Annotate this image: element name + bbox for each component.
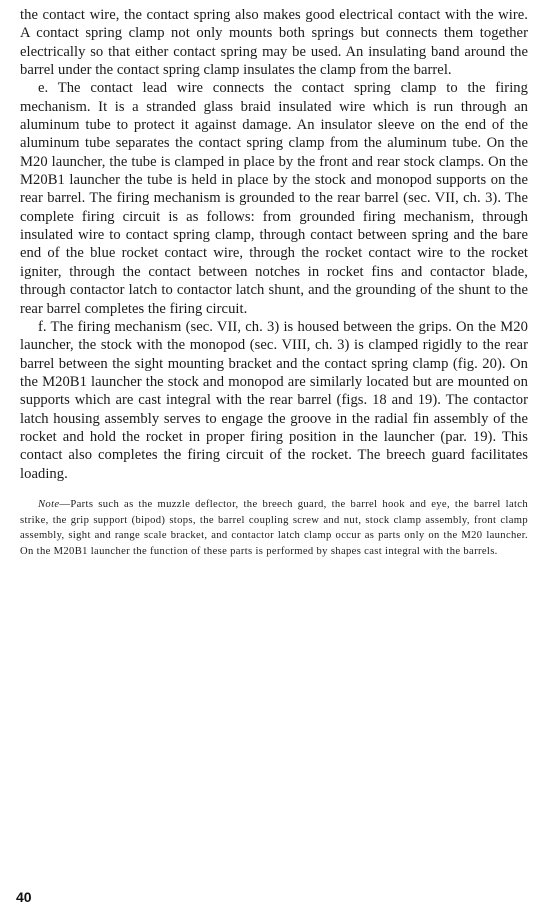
note-text: —Parts such as the muzzle deflector, the breech guard, the barrel hook and eye, the barrel latch strike, the grip support (bipod) stops, the barrel coupling screw and nut, stock clamp assembly, front clamp assembly, sight and range scale bracket, and contactor latch clamp occur as parts only on the M20 launcher. On the M20B1 launcher the function of these parts is performed by shapes cast integral with the barrels. [20,498,528,557]
page-number: 40 [16,889,32,905]
note-paragraph [20,497,528,559]
paragraph-continued: the contact wire, the contact spring also makes good electrical contact with the wire. A contact spring clamp not only mounts both springs but connects them together electrically so that either contact spring may be used. An insulating band around the barrel under the contact spring clamp insulates the clamp from the barrel. [20,7,528,79]
paragraph-f: f. The firing mechanism (sec. VII, ch. 3) is housed between the grips. On the M20 launcher, the stock with the monopod (sec. VIII, ch. 3) is clamped rigidly to the rear barrel between the sight mounting bracket and the contact spring clamp (fig. 20). On the M20B1 launcher the stock and monopod are similarly located but are mounted on supports which are cast integral with the rear barrel (figs. 18 and 19). The contactor latch housing assembly serves to engage the groove in the radial fin assembly of the rocket and hold the rocket in proper firing position in the launcher (par. 19). This contact also completes the firing circuit of the rocket. The breech guard facilitates loading. [20,318,528,482]
page-body [20,6,528,559]
paragraph-e: e. The contact lead wire connects the contact spring clamp to the firing mechanism. It is a stranded glass braid insulated wire which is run through an aluminum tube to protect it against damage. An insulator sleeve on the end of the aluminum tube separates the contact spring clamp from the aluminum tube. On the M20 launcher, the tube is clamped in place by the front and rear stock clamps. On the M20B1 launcher the tube is held in place by the stock and monopod supports on the rear barrel. The firing mechanism is grounded to the rear barrel (sec. VII, ch. 3). The complete firing circuit is as follows: from grounded firing mechanism, through insulated wire to contact spring clamp, through contact between spring and the bare end of the blue rocket contact wire, through the rocket contact wire to the rocket igniter, through the contact between notches in rocket fins and contactor blade, through contactor latch to contactor latch shunt, and the grounding of the shunt to the rear barrel completes the firing circuit. [20,80,528,317]
note-label: Note [38,498,60,510]
